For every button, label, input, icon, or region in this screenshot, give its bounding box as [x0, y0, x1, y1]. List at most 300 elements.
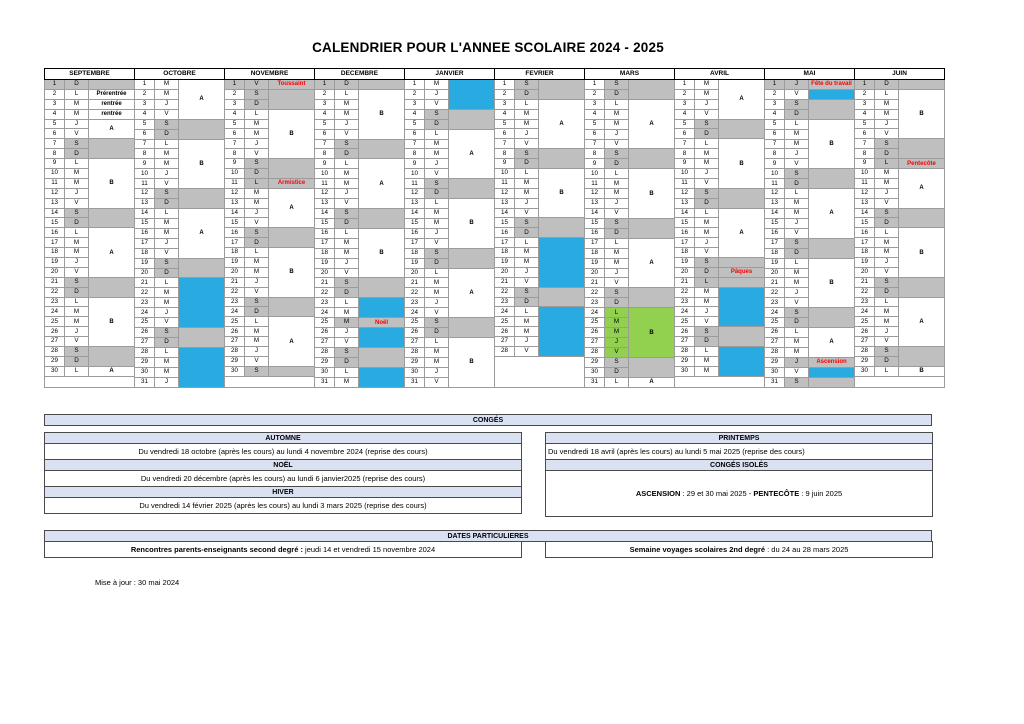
- day-number: 17: [765, 238, 785, 248]
- note-cell: [269, 228, 315, 248]
- month-mai: [764, 68, 855, 388]
- day-letter: J: [605, 129, 629, 139]
- day-number: 30: [675, 366, 695, 376]
- note-cell: B: [809, 119, 855, 169]
- filler-cell: [495, 356, 585, 387]
- day-number: 22: [855, 287, 875, 297]
- day-number: 3: [405, 99, 425, 109]
- day-letter: L: [335, 159, 359, 169]
- day-letter: M: [245, 188, 269, 198]
- month-juin: [854, 68, 945, 388]
- day-number: 8: [135, 149, 155, 159]
- day-number: 21: [405, 278, 425, 288]
- day-letter: J: [65, 119, 89, 129]
- day-number: 18: [405, 248, 425, 258]
- day-letter: J: [695, 169, 719, 179]
- day-number: 9: [45, 159, 65, 169]
- day-number: 5: [45, 119, 65, 129]
- day-row: [45, 277, 135, 287]
- day-letter: V: [875, 198, 899, 208]
- conges-left-column: [44, 432, 522, 514]
- day-letter: M: [155, 80, 179, 90]
- day-number: 13: [45, 198, 65, 208]
- day-letter: V: [65, 337, 89, 347]
- day-row: [855, 208, 945, 218]
- day-number: 27: [135, 338, 155, 348]
- note-cell: A: [89, 119, 135, 139]
- day-row: [675, 287, 765, 297]
- note-cell: [809, 308, 855, 328]
- day-letter: M: [155, 288, 179, 298]
- day-number: 1: [45, 80, 65, 90]
- vacation-period-header: HIVER: [44, 486, 522, 498]
- day-row: [585, 80, 675, 90]
- day-number: 29: [585, 357, 605, 367]
- day-number: 29: [675, 356, 695, 366]
- day-row: [765, 99, 855, 109]
- day-number: 25: [315, 318, 335, 328]
- day-number: 9: [315, 159, 335, 169]
- day-number: 4: [855, 109, 875, 119]
- note-cell: [359, 298, 405, 318]
- day-row: [315, 209, 405, 219]
- day-letter: M: [605, 248, 629, 258]
- day-row: [855, 169, 945, 179]
- day-number: 1: [315, 80, 335, 90]
- day-letter: L: [65, 159, 89, 169]
- day-letter: M: [695, 80, 719, 90]
- day-number: 4: [135, 109, 155, 119]
- note-cell: [269, 159, 315, 179]
- day-letter: V: [785, 159, 809, 169]
- day-letter: M: [335, 377, 359, 387]
- note-cell: B: [179, 139, 225, 189]
- day-letter: S: [785, 377, 809, 387]
- day-number: 28: [675, 347, 695, 357]
- day-number: 17: [225, 238, 245, 248]
- day-letter: S: [695, 258, 719, 268]
- note-cell: [719, 258, 765, 268]
- day-row: [45, 89, 135, 99]
- day-letter: L: [155, 139, 179, 149]
- note-cell: [449, 80, 495, 110]
- day-letter: L: [605, 377, 629, 387]
- day-number: 18: [495, 248, 515, 258]
- day-letter: M: [695, 356, 719, 366]
- day-letter: M: [785, 268, 809, 278]
- day-number: 4: [225, 109, 245, 119]
- day-number: 19: [495, 258, 515, 268]
- day-number: 8: [675, 149, 695, 159]
- day-letter: M: [425, 80, 449, 90]
- day-number: 15: [855, 218, 875, 228]
- day-letter: M: [875, 99, 899, 109]
- vacation-period-header: CONGÉS ISOLÉS: [545, 459, 933, 471]
- day-letter: J: [335, 189, 359, 199]
- day-letter: D: [515, 89, 539, 99]
- day-letter: D: [605, 159, 629, 169]
- day-letter: D: [605, 228, 629, 238]
- month-janvier: [404, 68, 495, 388]
- note-cell: Prérentrée: [89, 89, 135, 99]
- note-cell: [539, 218, 585, 238]
- day-number: 8: [45, 149, 65, 159]
- day-letter: S: [605, 149, 629, 159]
- day-letter: V: [245, 80, 269, 90]
- note-cell: B: [629, 169, 675, 219]
- month-name: FEVRIER: [495, 69, 585, 80]
- note-cell: [359, 347, 405, 367]
- day-number: 2: [765, 89, 785, 99]
- day-letter: D: [245, 99, 269, 109]
- day-number: 14: [495, 208, 515, 218]
- day-number: 5: [675, 119, 695, 129]
- day-row: [855, 277, 945, 287]
- day-letter: L: [875, 228, 899, 238]
- day-letter: V: [245, 356, 269, 366]
- note-cell: [539, 238, 585, 287]
- day-number: 6: [315, 129, 335, 139]
- day-letter: S: [605, 357, 629, 367]
- day-row: [675, 139, 765, 149]
- day-letter: V: [335, 129, 359, 139]
- note-cell: [449, 109, 495, 129]
- day-letter: M: [245, 258, 269, 268]
- day-number: 11: [585, 179, 605, 189]
- day-letter: J: [695, 307, 719, 317]
- note-cell: [359, 209, 405, 229]
- note-cell: rentrée: [89, 109, 135, 119]
- note-cell: B: [359, 228, 405, 278]
- dates-left-box: [44, 541, 522, 558]
- day-row: [765, 89, 855, 99]
- day-letter: L: [245, 317, 269, 327]
- day-letter: S: [875, 208, 899, 218]
- note-cell: A: [719, 208, 765, 257]
- day-letter: M: [335, 179, 359, 189]
- day-number: 27: [855, 337, 875, 347]
- day-row: [495, 307, 585, 317]
- day-number: 8: [405, 149, 425, 159]
- day-letter: V: [425, 308, 449, 318]
- day-letter: J: [425, 228, 449, 238]
- day-letter: M: [785, 199, 809, 209]
- day-letter: V: [785, 89, 809, 99]
- day-number: 16: [675, 228, 695, 238]
- day-letter: M: [425, 139, 449, 149]
- day-letter: M: [245, 198, 269, 208]
- day-number: 21: [315, 278, 335, 288]
- dates-right-box: [545, 541, 933, 558]
- day-letter: M: [245, 337, 269, 347]
- day-letter: L: [515, 99, 539, 109]
- day-number: 30: [405, 367, 425, 377]
- day-number: 23: [225, 297, 245, 307]
- day-letter: M: [515, 188, 539, 198]
- note-cell: [629, 149, 675, 169]
- day-letter: L: [785, 119, 809, 129]
- day-number: 27: [675, 337, 695, 347]
- day-number: 8: [225, 149, 245, 159]
- day-letter: S: [875, 347, 899, 357]
- filler-cell: [675, 376, 765, 387]
- day-number: 11: [855, 178, 875, 188]
- note-cell: [89, 80, 135, 90]
- day-number: 6: [135, 129, 155, 139]
- day-number: 20: [585, 268, 605, 278]
- day-row: [585, 149, 675, 159]
- month-name: SEPTEMBRE: [45, 69, 135, 80]
- month-header-row: [315, 69, 405, 80]
- day-row: [225, 188, 315, 198]
- day-number: 6: [225, 129, 245, 139]
- day-letter: M: [245, 267, 269, 277]
- note-cell: [179, 258, 225, 278]
- day-number: 14: [585, 209, 605, 219]
- month-header-row: [45, 69, 135, 80]
- day-number: 6: [765, 129, 785, 139]
- day-row: [315, 228, 405, 238]
- day-letter: L: [605, 238, 629, 248]
- day-number: 18: [585, 248, 605, 258]
- day-row: [585, 218, 675, 228]
- day-letter: D: [875, 149, 899, 159]
- day-number: 31: [315, 377, 335, 387]
- day-letter: S: [335, 278, 359, 288]
- note-cell: B: [269, 109, 315, 158]
- day-number: 21: [675, 277, 695, 287]
- day-number: 28: [855, 347, 875, 357]
- day-number: 7: [315, 139, 335, 149]
- day-number: 7: [495, 139, 515, 149]
- day-letter: L: [695, 347, 719, 357]
- day-letter: V: [245, 149, 269, 159]
- day-number: 13: [225, 198, 245, 208]
- day-number: 18: [675, 248, 695, 258]
- day-letter: J: [65, 188, 89, 198]
- day-letter: D: [695, 198, 719, 208]
- day-row: [585, 377, 675, 387]
- day-row: [315, 318, 405, 328]
- day-number: 5: [495, 119, 515, 129]
- day-letter: L: [515, 169, 539, 179]
- day-number: 14: [135, 209, 155, 219]
- day-number: 13: [765, 199, 785, 209]
- day-letter: J: [245, 277, 269, 287]
- day-letter: J: [425, 159, 449, 169]
- day-row: [765, 169, 855, 179]
- day-row: [585, 308, 675, 318]
- day-letter: J: [515, 267, 539, 277]
- day-letter: D: [515, 228, 539, 238]
- day-number: 24: [495, 307, 515, 317]
- day-row: [405, 80, 495, 90]
- day-number: 30: [135, 367, 155, 377]
- note-cell: [539, 80, 585, 100]
- note-cell: rentrée: [89, 99, 135, 109]
- day-number: 11: [495, 178, 515, 188]
- month-name: MAI: [765, 69, 855, 80]
- note-cell: [719, 287, 765, 327]
- day-letter: L: [605, 308, 629, 318]
- day-number: 27: [495, 337, 515, 347]
- day-letter: S: [65, 347, 89, 357]
- note-cell: Armistice: [269, 178, 315, 188]
- day-number: 12: [855, 188, 875, 198]
- day-letter: D: [245, 169, 269, 179]
- day-number: 1: [855, 80, 875, 90]
- day-letter: V: [65, 129, 89, 139]
- day-row: [405, 318, 495, 328]
- filler-cell: [225, 376, 315, 387]
- note-cell: A: [89, 366, 135, 376]
- day-letter: J: [515, 337, 539, 347]
- note-cell: B: [449, 338, 495, 388]
- day-number: 23: [495, 297, 515, 307]
- day-letter: M: [65, 169, 89, 179]
- day-row: [585, 99, 675, 109]
- note-cell: [269, 89, 315, 109]
- day-row: [45, 208, 135, 218]
- note-cell: [179, 278, 225, 328]
- day-row: [135, 328, 225, 338]
- day-row: [495, 287, 585, 297]
- day-letter: M: [875, 238, 899, 248]
- day-number: 8: [855, 149, 875, 159]
- day-number: 20: [855, 267, 875, 277]
- conges-right-column: [545, 432, 933, 517]
- day-letter: J: [695, 99, 719, 109]
- note-cell: [269, 366, 315, 376]
- day-letter: M: [605, 318, 629, 328]
- day-letter: M: [425, 149, 449, 159]
- day-row: [225, 248, 315, 258]
- day-letter: L: [155, 278, 179, 288]
- month-header-row: [405, 69, 495, 80]
- day-letter: M: [155, 89, 179, 99]
- month-name: JANVIER: [405, 69, 495, 80]
- note-cell: [629, 288, 675, 308]
- day-number: 29: [135, 357, 155, 367]
- day-row: [585, 169, 675, 179]
- day-row: [855, 159, 945, 169]
- day-letter: L: [335, 228, 359, 238]
- day-number: 13: [855, 198, 875, 208]
- day-number: 10: [765, 169, 785, 179]
- note-cell: [899, 139, 945, 159]
- day-letter: D: [875, 218, 899, 228]
- note-cell: [359, 139, 405, 159]
- day-letter: M: [65, 99, 89, 109]
- day-letter: M: [155, 228, 179, 238]
- note-cell: A: [359, 159, 405, 209]
- day-number: 8: [495, 149, 515, 159]
- day-letter: V: [515, 208, 539, 218]
- day-number: 20: [675, 267, 695, 277]
- holiday-name: PENTECÔTE: [753, 489, 800, 498]
- day-letter: L: [65, 89, 89, 99]
- day-number: 11: [135, 179, 155, 189]
- day-letter: J: [245, 208, 269, 218]
- day-letter: M: [65, 307, 89, 317]
- day-number: 20: [765, 268, 785, 278]
- day-number: 28: [225, 347, 245, 357]
- day-number: 18: [225, 248, 245, 258]
- day-number: 26: [675, 327, 695, 337]
- note-cell: [539, 287, 585, 307]
- day-letter: D: [335, 288, 359, 298]
- note-cell: [359, 278, 405, 298]
- note-cell: A: [449, 129, 495, 179]
- day-letter: M: [425, 357, 449, 367]
- day-number: 3: [855, 99, 875, 109]
- month-header-row: [135, 69, 225, 80]
- day-row: [45, 139, 135, 149]
- day-letter: S: [245, 89, 269, 99]
- day-letter: M: [155, 159, 179, 169]
- day-number: 25: [135, 318, 155, 328]
- day-letter: J: [245, 347, 269, 357]
- day-number: 24: [225, 307, 245, 317]
- day-number: 12: [495, 188, 515, 198]
- day-letter: S: [425, 109, 449, 119]
- day-letter: J: [695, 238, 719, 248]
- day-letter: L: [695, 277, 719, 287]
- day-number: 8: [315, 149, 335, 159]
- day-number: 25: [225, 317, 245, 327]
- day-letter: S: [155, 328, 179, 338]
- day-letter: V: [605, 209, 629, 219]
- day-number: 22: [765, 288, 785, 298]
- month-name: NOVEMBRE: [225, 69, 315, 80]
- day-number: 26: [855, 327, 875, 337]
- filler-row: [855, 376, 945, 387]
- day-number: 20: [495, 267, 515, 277]
- day-row: [585, 288, 675, 298]
- note-cell: [629, 357, 675, 377]
- day-letter: J: [785, 80, 809, 90]
- month-decembre: [314, 68, 405, 388]
- day-number: 25: [495, 317, 515, 327]
- holiday-dates: : 29 et 30 mai 2025 -: [680, 489, 754, 498]
- day-number: 17: [855, 238, 875, 248]
- day-letter: L: [515, 307, 539, 317]
- day-letter: V: [155, 109, 179, 119]
- month-name: MARS: [585, 69, 675, 80]
- day-row: [405, 199, 495, 209]
- day-letter: M: [695, 218, 719, 228]
- day-letter: D: [335, 80, 359, 90]
- day-letter: L: [65, 228, 89, 238]
- day-letter: M: [65, 248, 89, 258]
- day-number: 16: [765, 228, 785, 238]
- day-letter: M: [785, 209, 809, 219]
- day-number: 19: [135, 258, 155, 268]
- day-number: 2: [585, 89, 605, 99]
- note-cell: [89, 208, 135, 228]
- note-cell: Pâques: [719, 267, 765, 277]
- day-row: [675, 347, 765, 357]
- day-letter: M: [695, 228, 719, 238]
- day-number: 17: [135, 238, 155, 248]
- day-number: 27: [765, 338, 785, 348]
- dates-right-label: Semaine voyages scolaires 2nd degré: [629, 545, 766, 554]
- day-letter: J: [785, 288, 809, 298]
- note-cell: [899, 347, 945, 367]
- day-number: 1: [405, 80, 425, 90]
- day-letter: D: [425, 119, 449, 129]
- day-letter: V: [695, 178, 719, 188]
